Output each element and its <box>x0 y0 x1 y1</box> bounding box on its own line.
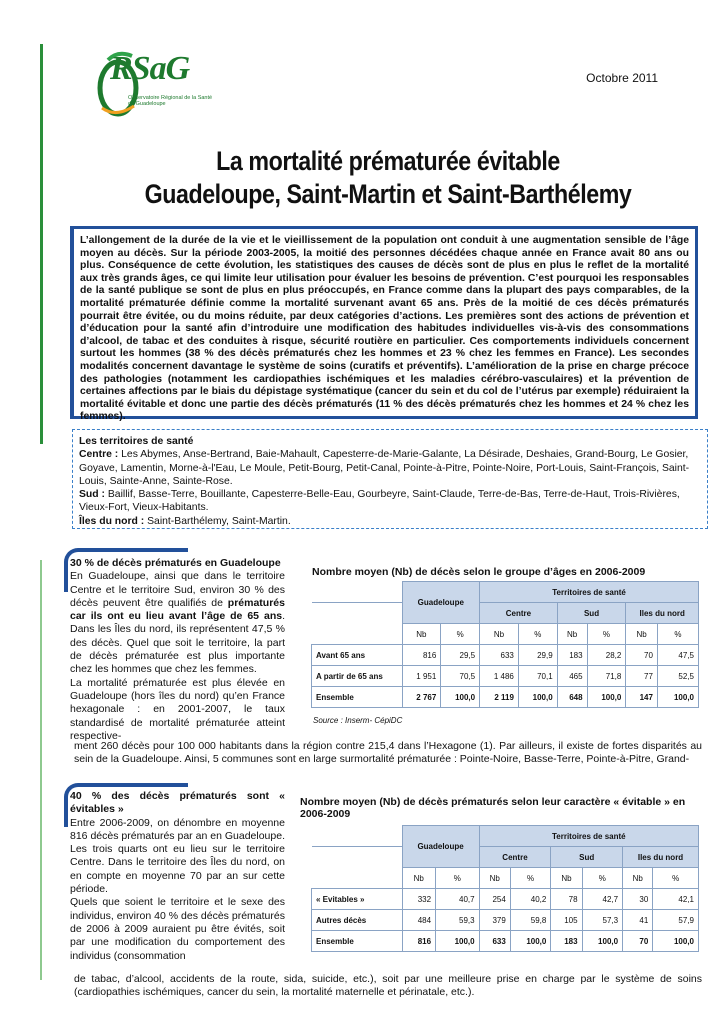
table-cell: 465 <box>557 666 587 687</box>
table1 <box>311 581 699 708</box>
table-cell: 648 <box>557 687 587 708</box>
section2-text-full: de tabac, d’alcool, accidents de la route, sida, suicide, etc.), soit par une meilleure prise en charge par le système de soins (cardiopathies ischémiques, cancer du sein, la mortalité maternelle et périnatale, etc.). <box>74 973 702 999</box>
table-cell: 147 <box>626 687 658 708</box>
t1-col-centre: Centre <box>480 603 558 624</box>
table-cell: 42,7 <box>582 889 623 910</box>
section1-text-full: ment 260 décès pour 100 000 habitants dans la région contre 215,4 dans l’Hexagone (1). Par ailleurs, il existe de fortes disparités au sein de la Guadeloupe. Ainsi, 5 communes sont en large surmortalité prématurée : Pointe-Noire, Basse-Terre, Pointe-à-Pitre, Grand- <box>74 740 702 766</box>
table-cell: 42,1 <box>653 889 699 910</box>
t1-h-nb: Nb <box>480 624 519 645</box>
table-row <box>312 889 699 910</box>
section2-heading: 40 % des décès prématurés sont « évitables » <box>70 790 285 816</box>
logo-subtitle: Observatoire Régional de la Santé de Guadeloupe <box>128 95 213 107</box>
table1-source: Source : Inserm- CépiDC <box>313 716 403 725</box>
t1-h-nb: Nb <box>557 624 587 645</box>
table-cell: 59,3 <box>436 910 480 931</box>
table-cell: 70,1 <box>518 666 557 687</box>
table-cell: 100,0 <box>510 931 551 952</box>
left-accent-bar-lower <box>40 560 42 980</box>
t2-h-pct: % <box>582 868 623 889</box>
t2-h-nb: Nb <box>623 868 653 889</box>
table2-body <box>312 889 699 952</box>
table-row <box>312 931 699 952</box>
table-cell: 29,9 <box>518 645 557 666</box>
t2-h-nb: Nb <box>402 868 436 889</box>
table-cell: 29,5 <box>441 645 480 666</box>
table-cell: 100,0 <box>436 931 480 952</box>
section1-text-a: En Guadeloupe, ainsi que dans le territoire Centre et le territoire Sud, environ 30 % des décès peuvent être qualifiés de <box>70 570 285 609</box>
sud-label: Sud : <box>79 489 105 501</box>
table-cell: 40,7 <box>436 889 480 910</box>
row-label: Avant 65 ans <box>312 645 403 666</box>
table-cell: 100,0 <box>587 687 626 708</box>
t1-h-nb: Nb <box>402 624 441 645</box>
t2-col-territoires: Territoires de santé <box>479 826 698 847</box>
table2 <box>311 825 699 952</box>
table-cell: 41 <box>623 910 653 931</box>
nord-list: Saint-Barthélemy, Saint-Martin. <box>147 515 291 527</box>
table-cell: 100,0 <box>582 931 623 952</box>
t1-h-nb: Nb <box>626 624 658 645</box>
table-cell: 57,3 <box>582 910 623 931</box>
row-label: Autres décès <box>312 910 403 931</box>
t1-col-sud: Sud <box>557 603 626 624</box>
table-cell: 2 119 <box>480 687 519 708</box>
table1-title: Nombre moyen (Nb) de décès selon le groupe d’âges en 2006-2009 <box>312 566 646 578</box>
t1-h-pct: % <box>587 624 626 645</box>
sud-list: Baillif, Basse-Terre, Bouillante, Capesterre-Belle-Eau, Gourbeyre, Saint-Claude, Terre-de-Bas, Terre-de-Haut, Trois-Rivières, Vieux-Fort, Vieux-Habitants. <box>79 489 680 514</box>
table-cell: 1 951 <box>402 666 441 687</box>
section1-text-b: prématurés car ils ont eu lieu avant l’âge de 65 ans <box>70 596 285 623</box>
table-cell: 100,0 <box>441 687 480 708</box>
row-label: Ensemble <box>312 931 403 952</box>
table-cell: 100,0 <box>518 687 557 708</box>
table-cell: 633 <box>480 645 519 666</box>
t2-col-sud: Sud <box>551 847 623 868</box>
t1-col-guadeloupe: Guadeloupe <box>402 582 480 624</box>
intro-text: L’allongement de la durée de la vie et le vieillissement de la population ont conduit à une augmentation sensible de l’âge moyen au décès. Sur la période 2003-2005, la moitié des personnes décédées chaque année en France avait 80 ans ou plus. Conséquence de cette évolution, les statistiques des causes de décès sont de plus en plus le reflet de la mortalité aux très grands âges, ce qui limite leur utilisation pour évaluer les besoins de prévention. C’est pourquoi les responsables de la santé publique se sont de plus en plus préoccupés, en France comme dans la plupart des pays comparables, de la mortalité prématurée définie comme la mortalité survenant avant 65 ans. Près de la moitié de ces décès prématurés pourrait être évitée, ou du moins réduite, par deux catégories d’actions. Les premières sont des actions de prévention et d’éducation pour la santé afin d’introduire une modification des habitudes individuelles vis-à-vis des consommations d’alcool, de tabac et des conduites à risque, sécurité routière en particulier. Ces comportements individuels concernent surtout les hommes (38 % des décès prématurés chez les hommes et 23 % chez les femmes en France). Les secondes modalités concernent davantage le système de soins (curatifs et préventifs). L’amélioration de la prise en charge précoce des pathologies (notamment les cardiopathies ischémiques et les maladies cérébro-vasculaires) et la prévention de certaines affections par le biais du dépistage systématique (cancer du sein et du col de l’utérus par exemple) réduiraient la mortalité évitable et donc une partie des décès prématurés (11 % des décès prématurés chez les hommes et 24 % chez les femmes). <box>80 235 689 423</box>
nord-label: Îles du nord : <box>79 515 145 527</box>
territories-box <box>72 429 708 529</box>
t2-h-nb: Nb <box>551 868 582 889</box>
table-cell: 1 486 <box>480 666 519 687</box>
table-cell: 332 <box>402 889 436 910</box>
page-title: La mortalité prématurée évitable <box>216 146 560 176</box>
table-cell: 71,8 <box>587 666 626 687</box>
table-cell: 484 <box>402 910 436 931</box>
table-cell: 28,2 <box>587 645 626 666</box>
section1 <box>70 557 285 743</box>
t1-h-pct: % <box>518 624 557 645</box>
table-cell: 59,8 <box>510 910 551 931</box>
row-label: A partir de 65 ans <box>312 666 403 687</box>
table-cell: 105 <box>551 910 582 931</box>
table-cell: 77 <box>626 666 658 687</box>
table-row <box>312 645 699 666</box>
left-accent-bar <box>40 44 43 444</box>
t2-col-centre: Centre <box>479 847 551 868</box>
table-cell: 47,5 <box>657 645 698 666</box>
table-cell: 254 <box>479 889 510 910</box>
t2-h-pct: % <box>436 868 480 889</box>
table-cell: 633 <box>479 931 510 952</box>
t2-h-pct: % <box>510 868 551 889</box>
t1-h-pct: % <box>441 624 480 645</box>
t2-h-pct: % <box>653 868 699 889</box>
t2-col-nord: Iles du nord <box>623 847 699 868</box>
table-cell: 816 <box>402 645 441 666</box>
table-cell: 100,0 <box>653 931 699 952</box>
t1-col-nord: Iles du nord <box>626 603 699 624</box>
row-label: Ensemble <box>312 687 403 708</box>
section2 <box>70 790 285 963</box>
table-row <box>312 910 699 931</box>
table-cell: 52,5 <box>657 666 698 687</box>
table-cell: 2 767 <box>402 687 441 708</box>
table-cell: 30 <box>623 889 653 910</box>
t1-h-pct: % <box>657 624 698 645</box>
table-cell: 183 <box>557 645 587 666</box>
table-cell: 70 <box>623 931 653 952</box>
table-row <box>312 687 699 708</box>
logo-word: RSaG <box>110 50 190 87</box>
row-label: « Evitables » <box>312 889 403 910</box>
table-cell: 70 <box>626 645 658 666</box>
table-cell: 816 <box>402 931 436 952</box>
table-cell: 78 <box>551 889 582 910</box>
table-cell: 100,0 <box>657 687 698 708</box>
table-cell: 57,9 <box>653 910 699 931</box>
publication-date: Octobre 2011 <box>586 71 658 85</box>
t1-col-territoires: Territoires de santé <box>480 582 699 603</box>
table-cell: 70,5 <box>441 666 480 687</box>
section2-text: Entre 2006-2009, on dénombre en moyenne 816 décès prématurés par an en Guadeloupe. Les trois quarts ont eu lieu sur le territoire Centre. Dans le territoire des Îles du nord, on en compte en moyenne 70 par an sur cette période. <box>70 816 285 896</box>
table2-title: Nombre moyen (Nb) de décès prématurés selon leur caractère « évitable » en 2006-2009 <box>300 796 686 820</box>
centre-list: Les Abymes, Anse-Bertrand, Baie-Mahault, Capesterre-de-Marie-Galante, La Désirade, Deshaies, Grand-Bourg, Le Gosier, Goyave, Lamentin, Morne-à-l'Eau, Le Moule, Petit-Bourg, Petit-Canal, Pointe-à-Pitre, Pointe-Noire, Port-Louis, Saint-François, Saint-Louis, Sainte-Anne, Sainte-Rose. <box>79 449 690 487</box>
table-row <box>312 666 699 687</box>
centre-label: Centre : <box>79 449 119 461</box>
table1-body <box>312 645 699 708</box>
section1-text-d: La mortalité prématurée est plus élevée en Guadeloupe (hors îles du nord) qu’en France hexagonale : en 2001-2007, le taux standardisé de mortalité prématurée atteint respective- <box>70 676 285 742</box>
table-cell: 40,2 <box>510 889 551 910</box>
table-cell: 183 <box>551 931 582 952</box>
table-cell: 379 <box>479 910 510 931</box>
section1-heading: 30 % de décès prématurés en Guadeloupe <box>70 557 281 569</box>
page-subtitle: Guadeloupe, Saint-Martin et Saint-Barthélemy <box>144 179 632 209</box>
t2-col-guadeloupe: Guadeloupe <box>402 826 479 868</box>
section1-text-c: . Dans les Îles du nord, ils représentent 47,5 % des décès. Quel que soit le territoire, la part de décès prématurée est plus importante chez les hommes que chez les femmes. <box>70 610 285 676</box>
territories-heading: Les territoires de santé <box>79 436 194 447</box>
intro-box <box>70 226 698 423</box>
t2-h-nb: Nb <box>479 868 510 889</box>
section2-text-b: Quels que soient le territoire et le sexe des individus, environ 40 % des décès prématurés de 2006 à 2009 auraient pu être évités, soit par une modification du comportement des individus (consommation <box>70 896 285 962</box>
